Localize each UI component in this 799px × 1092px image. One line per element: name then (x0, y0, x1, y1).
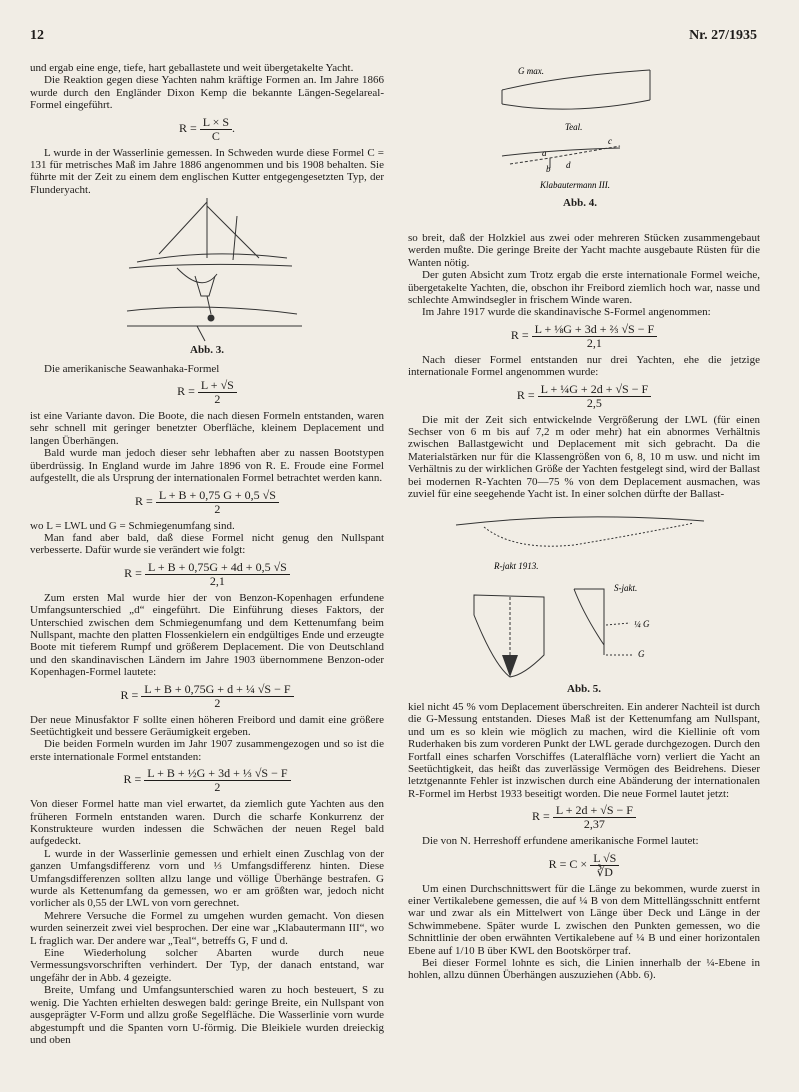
paragraph: Mehrere Versuche die Formel zu umgehen wurden gemacht. Von diesen wurden seinerzeit zwei viel besprochen. Der eine war „Klabautermann III“, wo L fraglich war. Der andere war „Teal“, betreffs G, F und d. (30, 909, 384, 947)
label-b: b (546, 164, 551, 174)
paragraph: Bei dieser Formel lohnte es sich, die Linien innerhalb der ¼-Ebene in hohlen, allzu dünnen Überhängen auszuziehen (Abb. 6). (408, 957, 760, 982)
label-teal: Teal. (565, 122, 583, 132)
paragraph: Die amerikanische Seawanhaka-Formel (44, 362, 220, 375)
formula-r-1933: R = $\frac{L + 2d + √S - F}{2,37}$ (408, 803, 760, 831)
keel-ballast (502, 655, 518, 677)
formula-herreshoff: R = C × $\frac{L √S}{∛D}$ (408, 851, 760, 879)
formula-international: R = $\frac{\text{L + ¼G + 2d + √S − F}}{2,5}$ (408, 382, 760, 410)
paragraph: Nach dieser Formel entstanden nur drei Yachten, ehe die jetzige internationale Formel angenommen wurde: (408, 353, 760, 379)
formula-first-international: R = $\frac{\text{L + B + ½G + 3d + ⅓ √S − F}}{2}$ (30, 766, 384, 794)
figure-5-caption: Abb. 5. (567, 682, 601, 695)
figure-4-caption: Abb. 4. (563, 197, 597, 209)
paragraph: Breite, Umfang und Umfangsunterschied waren zu hoch besteuert, S zu wenig. Die Yachten erhielten deswegen bald: geringe Breite, ein Nullspant von ausgeprägter V-Form und allzu große Segelfläche. Die Wasserlinie vorn wurde abgestumpft und die Spanten vorn U-förmig. Die Bleikiele wurden dreieckig und oben (30, 984, 384, 1046)
paragraph: Die mit der Zeit sich entwickelnde Vergrößerung der LWL (für einen Sechser von 6 m bis auf 7,2 m oder mehr) hat ein abnormes Verhältnis zwischen Ballastgewicht und Deplacement mit sich gebracht. Da die Materialstärken nur für die Klassengrößen von 6, 8, 10 m usw. und nicht im Verhältnis zu der wirklichen Größe der Yachten festgelegt sind, wird der Ballast bei modernen R-Yachten 70—75 % von dem Deplacement ausmachen, was zuviel für eine seegehende Yacht ist. In einer solchen dürfte der Ballast- (408, 413, 760, 501)
paragraph: kiel nicht 45 % vom Deplacement überschreiten. Ein anderer Nachteil ist durch die G-Messung entstanden. Dieses Maß ist der Kettenumfang am Nullspant, und um es so klein wie möglich zu machen, wird die Kiellinie oft vom Ruderhaken bis zum vorderen Punkt der LWL gerade durchgezogen. Durch den Fortfall eines scharfen Vorschiffes (Lateralfläche vorn) verliert die Yacht an Seetüchtigkeit, das heißt das zuverlässige Vermögen des Beidrehens. Dieser letztgenannte Fehler ist inzwischen durch eine Abänderung der internationalen R-Formel im Herbst 1933 beseitigt worden. Die neue Formel lautet jetzt: (408, 700, 760, 800)
figure-3-sail-plan (87, 196, 327, 342)
left-column (30, 62, 384, 1046)
page-number: 12 (30, 28, 44, 43)
paragraph: Die von N. Herreshoff erfundene amerikanische Formel lautet: (422, 835, 699, 848)
formula-seawanhaka: R = $\frac{L + √S}{2}$ (30, 378, 384, 406)
label-a: a (542, 148, 547, 158)
paragraph: L wurde in der Wasserlinie gemessen. In Schweden wurde diese Formel C = 131 für metrisches Maß im Jahre 1886 angenommen und bis 1908 behalten. Sie führte mit der Zeit zu einem dem englischen Kutter entgegengesetzten Typ, der Flunderyacht. (30, 146, 384, 196)
paragraph: Bald wurde man jedoch dieser sehr lebhaften aber zu nassen Bootstypen überdrüssig. In England wurde im Jahre 1896 von R. E. Froude eine Formel aufgestellt, die als Ursprung der internationalen Formel betrachtet werden kann. (30, 447, 384, 485)
label-gmax: G max. (518, 66, 544, 76)
label-c: c (608, 136, 612, 146)
paragraph: Zum ersten Mal wurde hier der von Benzon-Kopenhagen erfundene Umfangsunterschied „d“ eingeführt. Die Einführung dieses Faktors, der Unterschied zwischen dem Schmiegenumfang und dem Kettenumfang beim Nullspant, machte den platten Flossenkielern ein endgültiges Ende und erzeugte Boote mit tieferem Rumpf und größerem Deplacement. Die von Deutschland und den skandinavischen Ländern im Jahre 1903 übernommene Benzon-oder Kopenhagen-Formel lautete: (30, 591, 384, 679)
formula-froude-modified: R = $\frac{L + B + 0,75G + 4d + 0,5 √S}{2,1}$ (30, 560, 384, 588)
formula-benzon: R = $\frac{\text{L + B + 0,75G + d + ¼ √S − F}}{2}$ (30, 682, 384, 710)
paragraph: Die beiden Formeln wurden im Jahr 1907 zusammengezogen und so ist die erste internationale Formel entstanden: (30, 738, 384, 763)
paragraph: ist eine Variante davon. Die Boote, die nach diesen Formeln entstanden, waren sehr schnell mit geringer benetzter Oberfläche, kleinem Deplacement und langen Überhängen. (30, 410, 384, 447)
formula-kemp: R = $\frac{L \times S}{C}$ . (178, 114, 236, 143)
formula-s-formel: R = $\frac{\text{L + ⅛G + 3d + ⅔ √S − F}}{2,1}$ (408, 322, 760, 350)
label-d: d (566, 160, 571, 170)
paragraph: Um einen Durchschnittswert für die Länge zu bekommen, wurde zuerst in einer Vertikalebene gemessen, die auf ¼ B von dem Mittellängsschnitt entfernt war und zwar als ein Mittelwert von Länge über Deck und Länge in der Schwimmebene. Später wurde L zwischen den Punkten gemessen, wo die Schnittlinie der oben erwähnten Vertikalebene auf ¼ B und einer horizontalen Ebene auf 1/10 B über KWL den Bootskörper traf. (408, 882, 760, 957)
label-r-jakt: R-jakt 1913. (494, 560, 539, 571)
label-g: G (638, 648, 645, 659)
paragraph: Der neue Minusfaktor F sollte einen höheren Freibord und damit eine größere Seetüchtigkeit und bessere Geräumigkeit ergeben. (30, 713, 384, 738)
figure-5 (408, 505, 760, 695)
label-klabautermann: Klabautermann III. (540, 180, 610, 190)
paragraph: Man fand aber bald, daß diese Formel nicht genug den Nullspant verbesserte. Dafür wurde sie verändert wie folgt: (30, 531, 384, 557)
paragraph: Eine Wiederholung solcher Abarten wurde durch neue Vermessungsvorschriften verhindert. Der Typ, der danach entstand, war ungefähr der in Abb. 4 gezeigte. (30, 947, 384, 984)
paragraph: L wurde in der Wasserlinie gemessen und erhielt einen Zuschlag von der ganzen Umfangsdifferenz vorn und ⅓ Umfangsdifferenz hinten. Diese Umfangsdifferenzen sollten allzu lange und völlige Überhänge bestrafen. G wurde als Kettenumfang da gemessen, wo er am größten war, jedoch nicht vorlicher als 0,55 der LWL von vorn gerechnet. (30, 847, 384, 910)
figure-4 (500, 60, 660, 220)
label-s-jakt: S-jakt. (614, 582, 638, 593)
figure-5-drawing (454, 505, 714, 681)
paragraph: und ergab eine enge, tiefe, hart geballastete und weit übergetakelte Yacht. (30, 62, 354, 74)
formula-froude: R = $\frac{L + B + 0,75 G + 0,5 √S}{2}$ (30, 488, 384, 516)
paragraph: Der guten Absicht zum Trotz ergab die erste internationale Formel weiche, übergetakelte Yachten, die, obschon ihr Freibord ziemlich hoch war, nasse und schlechte Amwindsegler in frischem Winde waren. (408, 269, 760, 307)
figure-4-drawing (500, 60, 660, 190)
paragraph: Die Reaktion gegen diese Yachten nahm kräftige Formen an. Im Jahre 1866 wurde durch den Engländer Dixon Kemp die bekannte Längen-Segelareal-Formel eingeführt. (30, 74, 384, 112)
right-column (408, 232, 760, 982)
issue-number: Nr. 27/1935 (689, 28, 757, 43)
paragraph: wo L = LWL und G = Schmiegenumfang sind. (30, 519, 235, 532)
paragraph: Im Jahre 1917 wurde die skandinavische S-Formel angenommen: (422, 306, 711, 319)
paragraph: Von dieser Formel hatte man viel erwartet, da ziemlich gute Yachten aus den früheren Formeln entstanden waren. Durch die scharfe Konkurrenz der Konstrukteure wurden indessen die Schwächen der neuen Regel bald aufgedeckt. (30, 798, 384, 848)
label-quarter-g: ¼ G (634, 618, 650, 629)
figure-3-caption: Abb. 3. (190, 344, 224, 357)
paragraph: so breit, daß der Holzkiel aus zwei oder mehreren Stücken zusammengebaut werden mußte. Die geringe Breite der Yacht machte ausgebaute Rüsten für die Wanten nötig. (408, 232, 760, 269)
